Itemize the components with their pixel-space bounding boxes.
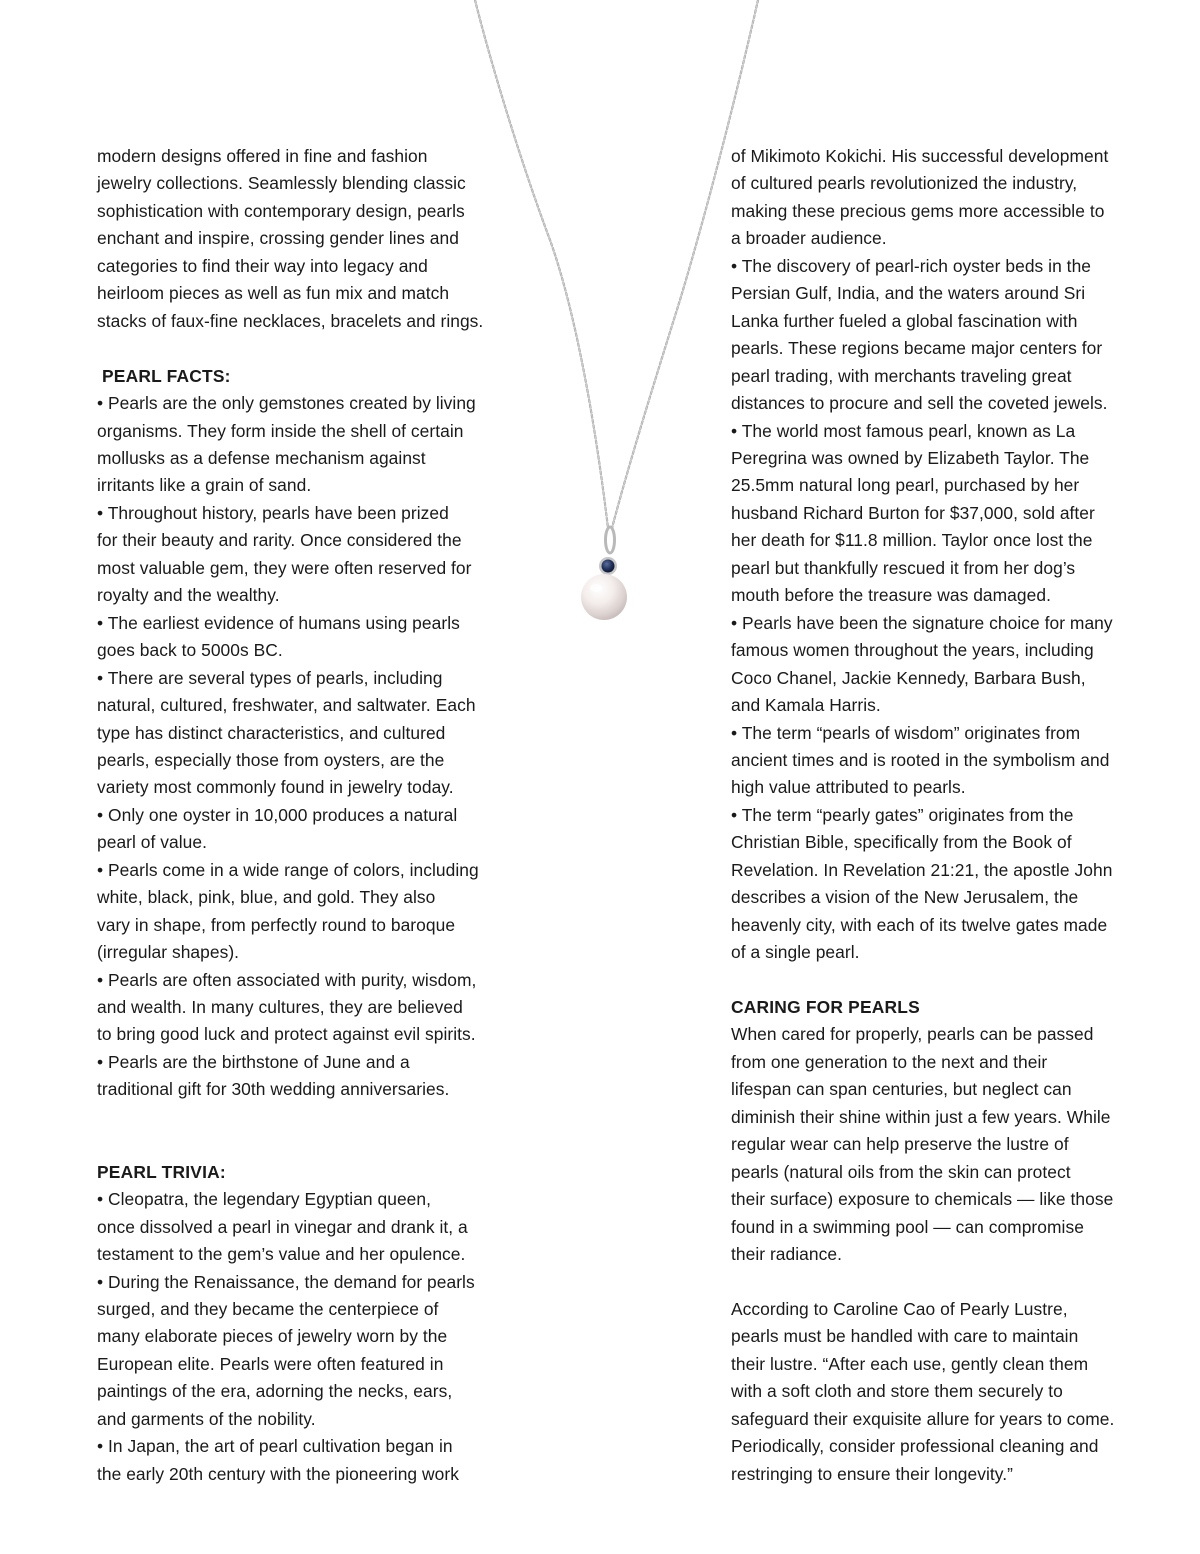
text-line: a broader audience. [731,228,887,249]
text-line: and Kamala Harris. [731,695,881,716]
text-line: her death for $11.8 million. Taylor once lost the [731,530,1093,551]
text-line: heirloom pieces as well as fun mix and match [97,283,450,304]
text-line: • The world most famous pearl, known as La [731,420,1076,441]
text-line: • Pearls are the only gemstones created by living [97,393,476,414]
text-line: from one generation to the next and their [731,1051,1048,1072]
text-line: found in a swimming pool — can compromise [731,1216,1084,1237]
text-line: of Mikimoto Kokichi. His successful development [731,146,1109,166]
text-line: once dissolved a pearl in vinegar and drank it, a [97,1216,468,1237]
text-line: • Pearls have been the signature choice for many [731,612,1113,633]
text-line: traditional gift for 30th wedding anniversaries. [97,1079,450,1100]
text-line: ancient times and is rooted in the symbolism and [731,749,1110,770]
text-line: with a soft cloth and store them securely to [731,1381,1063,1402]
text-line: pearls must be handled with care to maintain [731,1326,1079,1347]
text-line: famous women throughout the years, including [731,640,1094,661]
text-line: heavenly city, with each of its twelve gates made [731,914,1108,935]
text-line: • There are several types of pearls, including [97,667,443,688]
pearl-trivia-list [97,1186,507,1488]
text-line: • The discovery of pearl-rich oyster beds in the [731,255,1092,276]
text-line: of a single pearl. [731,942,860,963]
text-line: surged, and they became the centerpiece of [97,1299,439,1319]
text-line: • Pearls are often associated with purity, wisdom, [97,969,477,990]
text-line: • The earliest evidence of humans using pearls [97,612,460,633]
text-line: • Only one oyster in 10,000 produces a natural [97,804,458,825]
text-line: enchant and inspire, crossing gender lines and [97,228,459,249]
caring-paragraph [731,1021,1141,1268]
text-line: • The term “pearly gates” originates from the [731,804,1074,825]
text-line: • During the Renaissance, the demand for pearls [97,1271,475,1292]
pearl-facts-list [97,390,507,1104]
sapphire-stone [602,560,615,573]
text-line: the early 20th century with the pioneering work [97,1463,459,1484]
text-line: lifespan can span centuries, but neglect can [731,1079,1072,1100]
text-line: most valuable gem, they were often reserved for [97,557,472,578]
text-line: making these precious gems more accessible to [731,200,1105,221]
text-line: Revelation. In Revelation 21:21, the apostle John [731,859,1113,880]
text-line: • Throughout history, pearls have been prized [97,502,449,523]
text-line: organisms. They form inside the shell of certain [97,420,464,441]
text-line: • Pearls come in a wide range of colors, including [97,859,479,880]
left-column [97,143,507,1488]
text-line: • In Japan, the art of pearl cultivation began in [97,1436,453,1457]
pearl-trivia-heading: PEARL TRIVIA: [97,1161,226,1182]
pearl-trivia-continued-list [731,143,1141,967]
text-line: modern designs offered in fine and fashion [97,146,428,166]
text-line: Periodically, consider professional cleaning and [731,1436,1099,1457]
text-line: irritants like a grain of sand. [97,475,312,496]
text-line: sophistication with contemporary design, pearls [97,200,465,221]
text-line: pearls. These regions became major centers for [731,338,1103,359]
text-line: According to Caroline Cao of Pearly Lustre, [731,1299,1068,1319]
text-line: restringing to ensure their longevity.” [731,1463,1013,1484]
text-line: pearl trading, with merchants traveling great [731,365,1072,386]
text-line: many elaborate pieces of jewelry worn by the [97,1326,448,1347]
text-line: variety most commonly found in jewelry today. [97,777,454,798]
text-line: mollusks as a defense mechanism against [97,447,426,468]
text-line: When cared for properly, pearls can be passed [731,1024,1094,1045]
pendant-bail [606,527,615,553]
text-line: goes back to 5000s BC. [97,640,283,661]
text-line: • The term “pearls of wisdom” originates from [731,722,1081,743]
text-line: their surface) exposure to chemicals — like those [731,1189,1114,1210]
text-line: Christian Bible, specifically from the Book of [731,832,1072,853]
text-line: Persian Gulf, India, and the waters around Sri [731,283,1086,304]
text-line: Coco Chanel, Jackie Kennedy, Barbara Bush, [731,667,1086,688]
text-line: of cultured pearls revolutionized the industry, [731,173,1078,194]
text-line: (irregular shapes). [97,942,240,963]
text-line: • Cleopatra, the legendary Egyptian queen, [97,1189,432,1210]
text-line: pearls (natural oils from the skin can protect [731,1161,1071,1182]
text-line: pearl but thankfully rescued it from her dog’s [731,557,1076,578]
text-line: paintings of the era, adorning the necks, ears, [97,1381,453,1402]
text-line: to bring good luck and protect against evil spirits. [97,1024,476,1045]
intro-paragraph [97,143,507,335]
text-line: type has distinct characteristics, and cultured [97,722,446,743]
text-line: high value attributed to pearls. [731,777,966,798]
text-line: their radiance. [731,1244,842,1265]
quote-paragraph [731,1296,1141,1488]
caring-for-pearls-heading: CARING FOR PEARLS [731,997,920,1018]
text-line: stacks of faux-fine necklaces, bracelets and rings. [97,310,484,331]
text-line: safeguard their exquisite allure for years to come. [731,1408,1115,1429]
text-line: white, black, pink, blue, and gold. They also [97,887,436,908]
text-line: and garments of the nobility. [97,1408,316,1429]
text-line: vary in shape, from perfectly round to baroque [97,914,456,935]
text-line: Peregrina was owned by Elizabeth Taylor. The [731,447,1090,468]
text-line: regular wear can help preserve the lustre of [731,1134,1069,1155]
text-line: • Pearls are the birthstone of June and a [97,1051,410,1072]
text-line: jewelry collections. Seamlessly blending classic [97,173,466,194]
text-line: for their beauty and rarity. Once considered the [97,530,462,551]
pearl [581,574,627,620]
text-line: their lustre. “After each use, gently clean them [731,1353,1089,1374]
text-line: distances to procure and sell the coveted jewels. [731,393,1108,414]
right-column [731,143,1141,1488]
text-line: natural, cultured, freshwater, and saltwater. Each [97,695,476,716]
text-line: 25.5mm natural long pearl, purchased by her [731,475,1080,496]
text-line: husband Richard Burton for $37,000, sold after [731,502,1095,523]
text-line: Lanka further fueled a global fascination with [731,310,1078,331]
text-line: mouth before the treasure was damaged. [731,585,1051,606]
text-line: diminish their shine within just a few years. While [731,1106,1111,1127]
text-line: pearl of value. [97,832,207,853]
text-line: categories to find their way into legacy and [97,255,428,276]
text-line: European elite. Pearls were often featured in [97,1353,444,1374]
text-line: pearls, especially those from oysters, are the [97,749,445,770]
text-line: describes a vision of the New Jerusalem, the [731,887,1079,908]
text-line: testament to the gem’s value and her opulence. [97,1244,466,1265]
text-line: and wealth. In many cultures, they are believed [97,997,463,1018]
text-line: royalty and the wealthy. [97,585,280,606]
pearl-facts-heading: PEARL FACTS: [102,365,231,386]
